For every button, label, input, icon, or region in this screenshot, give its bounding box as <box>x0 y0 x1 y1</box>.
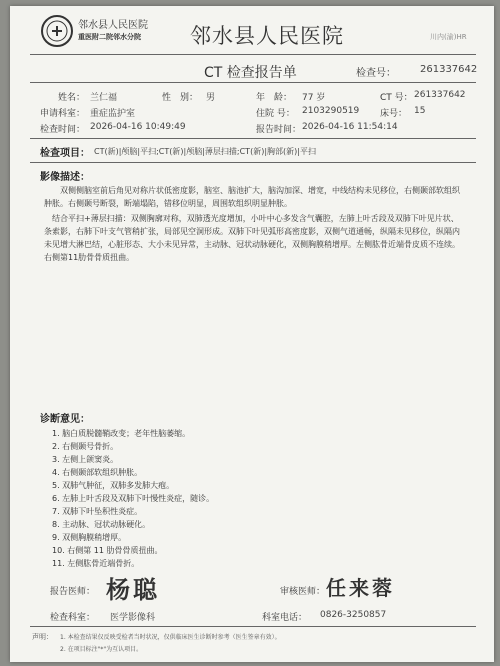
diagnosis-item: 7. 双肺下叶坠积性炎症。 <box>52 507 143 516</box>
header-divider <box>30 54 476 55</box>
check-no-value: 261337642 <box>420 64 478 75</box>
footer-dept-label: 检查科室： <box>50 613 96 623</box>
diagnosis-item: 5. 双肺气肿征，双肺多发肺大疱。 <box>52 481 175 490</box>
reviewer-label: 审核医师： <box>280 587 326 597</box>
title-divider <box>30 82 476 83</box>
age-value: 77 岁 <box>302 93 326 103</box>
report-time-value: 2026-04-16 11:54:14 <box>302 122 398 132</box>
diagnosis-item: 9. 双侧胸膜稍增厚。 <box>52 533 127 542</box>
inpatient-value: 2103290519 <box>302 106 360 116</box>
age-label: 年 龄： <box>256 93 293 103</box>
reviewer-signature: 任来蓉 <box>326 576 395 600</box>
footer-dept-value: 医学影像科 <box>110 613 156 623</box>
phone-value: 0826-3250857 <box>320 610 387 620</box>
note-line-1: 1. 本检查结果仅反映受检者当时状况，仅供临床医生诊断时参考（医生签章有效）。 <box>60 634 281 641</box>
bed-value: 15 <box>414 106 426 116</box>
diagnosis-label: 诊断意见： <box>40 414 90 425</box>
exam-divider <box>30 162 476 163</box>
note-line-2: 2. 在项目标注"*"为互认项目。 <box>60 646 143 653</box>
diagnosis-item: 6. 左肺上叶舌段及双肺下叶慢性炎症，随诊。 <box>52 494 215 503</box>
exam-time-label: 检查时间： <box>40 125 86 135</box>
bed-label: 床号： <box>380 109 408 119</box>
sex-label: 性 别： <box>162 93 199 103</box>
corner-code: 川内(渝)HR <box>430 33 467 41</box>
hospital-name-small: 邻水县人民医院 <box>78 20 148 31</box>
reporter-label: 报告医师： <box>50 587 96 597</box>
dept-value: 重症监护室 <box>90 109 136 119</box>
exam-items-label: 检查项目： <box>40 148 90 159</box>
diagnosis-item: 11. 左侧肱骨近端骨折。 <box>52 559 140 568</box>
sex-value: 男 <box>206 93 216 103</box>
diagnosis-item: 10. 右侧第 11 肋骨骨质扭曲。 <box>52 546 163 555</box>
exam-items-value: CT(新)|颅脑|平扫;CT(新)|颅脑|薄层扫描;CT(新)|胸部(新)|平扫 <box>94 147 316 156</box>
ct-no-label: CT 号： <box>380 93 413 103</box>
diagnosis-item: 1. 脑白质脱髓鞘改变；老年性脑萎缩。 <box>52 429 191 438</box>
note-label: 声明： <box>32 633 53 641</box>
diagnosis-item: 4. 右侧颞部软组织肿胀。 <box>52 468 143 477</box>
phone-label: 科室电话： <box>262 613 308 623</box>
report-title: CT 检查报告单 <box>204 65 297 81</box>
diagnosis-item: 3. 左侧上颌窦炎。 <box>52 455 119 464</box>
findings-paragraph-1: 双侧侧脑室前后角见对称片状低密度影，脑室、脑池扩大，脑沟加深、增宽，中线结构未见移位，右侧颞部软组织肿胀。右侧颞号断裂，断端塌陷，错移位明显，周围软组织明显肿胀。 <box>44 186 460 208</box>
diagnosis-item: 2. 右侧颞号骨折。 <box>52 442 119 451</box>
name-label: 姓名： <box>58 93 86 103</box>
hospital-logo-icon <box>40 14 74 48</box>
hospital-affiliation: 重医附二院邻水分院 <box>78 33 141 41</box>
findings-label: 影像描述： <box>40 172 90 183</box>
report-paper <box>10 6 494 662</box>
dept-label: 申请科室： <box>40 109 86 119</box>
ct-no-value: 261337642 <box>414 90 466 100</box>
name-value: 兰仁福 <box>90 93 118 103</box>
reporter-signature: 杨聪 <box>106 575 160 604</box>
diagnosis-item: 8. 主动脉、冠状动脉硬化。 <box>52 520 151 529</box>
exam-time-value: 2026-04-16 10:49:49 <box>90 122 186 132</box>
findings-paragraph-2: 结合平扫+薄层扫描：双侧胸廓对称，双肺透光度增加，小叶中心多发含气囊腔，左肺上叶舌段及双肺下叶见片状、条索影，右肺下叶支气管稍扩张，局部见空洞形成。双肺下叶见弧形高密度影，双侧气道通畅，纵隔未见移位，纵隔内未见增大淋巴结，心脏形态、大小未见异常，主动脉、冠状动脉硬化，双侧胸膜稍增厚。左侧肱骨近端骨皮质不连续。右侧第11肋骨骨质扭曲。 <box>44 214 460 262</box>
patient-divider <box>30 138 476 139</box>
check-no-label: 检查号： <box>356 68 396 79</box>
inpatient-label: 住院 号： <box>256 109 295 119</box>
hospital-title: 邻水县人民医院 <box>190 24 344 48</box>
report-time-label: 报告时间： <box>256 125 302 135</box>
footer-divider <box>30 626 476 627</box>
